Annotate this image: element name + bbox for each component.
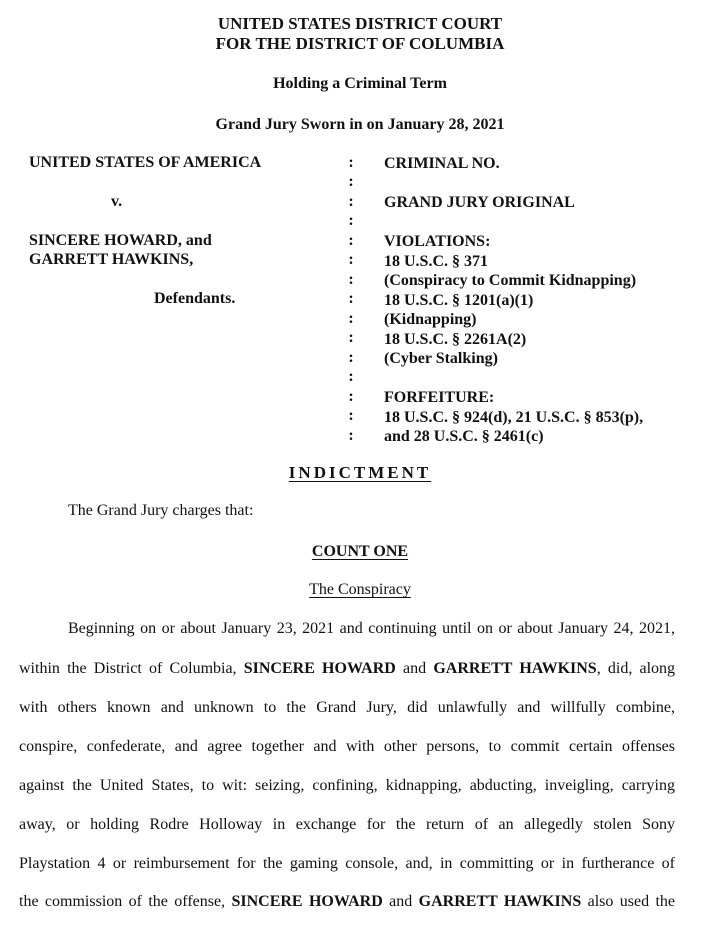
- violations-block: [384, 232, 636, 369]
- versus-label: v.: [111, 193, 123, 210]
- count-subheading: The Conspiracy: [309, 581, 411, 598]
- caption-colon: :: [348, 154, 354, 171]
- body-line-4: conspire, confederate, and agree together and with other persons, to commit certain offenses: [19, 738, 675, 755]
- forfeiture-block: [384, 388, 643, 447]
- caption-colon: :: [348, 232, 354, 249]
- defendant-name: GARRETT HAWKINS: [418, 893, 582, 910]
- caption-colon: :: [348, 212, 354, 229]
- violation-item: (Kidnapping): [384, 311, 477, 328]
- violation-item: (Cyber Stalking): [384, 350, 498, 367]
- body-line-1: Beginning on or about January 23, 2021 and continuing until on or about January 24, 2021,: [68, 620, 675, 637]
- defendant-name: GARRETT HAWKINS: [433, 660, 597, 677]
- body-text: and: [389, 893, 413, 910]
- caption-colon: :: [348, 290, 354, 307]
- grand-jury-sworn: Grand Jury Sworn in on January 28, 2021: [215, 116, 505, 133]
- plaintiff-name: UNITED STATES OF AMERICA: [29, 154, 262, 171]
- case-caption: [0, 150, 720, 448]
- court-line-1: UNITED STATES DISTRICT COURT: [217, 14, 503, 33]
- count-one-heading: COUNT ONE: [311, 543, 409, 560]
- body-line-5: against the United States, to wit: seizing, confining, kidnapping, abducting, inveigling, carrying: [19, 777, 675, 794]
- defendants-label: Defendants.: [154, 290, 236, 307]
- body-text: and: [403, 660, 427, 677]
- defendant-line-1: SINCERE HOWARD, and: [29, 232, 212, 249]
- defendant-name: SINCERE HOWARD: [231, 893, 383, 910]
- body-text: the commission of the offense,: [19, 893, 226, 910]
- caption-colon: :: [348, 349, 354, 366]
- caption-colon: :: [348, 368, 354, 385]
- body-line-8: [19, 893, 675, 911]
- indictment-heading: INDICTMENT: [288, 463, 432, 482]
- caption-colon: :: [348, 407, 354, 424]
- violation-item: 18 U.S.C. § 2261A(2): [384, 330, 527, 348]
- forfeiture-item: 18 U.S.C. § 924(d), 21 U.S.C. § 853(p),: [384, 408, 644, 426]
- caption-colon: :: [348, 427, 354, 444]
- violation-item: 18 U.S.C. § 371: [384, 252, 489, 270]
- violations-label: VIOLATIONS:: [384, 233, 491, 250]
- grand-jury-charges: The Grand Jury charges that:: [68, 502, 254, 519]
- body-text: , did, along: [596, 660, 676, 677]
- criminal-number-label: CRIMINAL NO.: [384, 155, 500, 172]
- caption-colon: :: [348, 173, 354, 190]
- caption-colon: :: [348, 271, 354, 288]
- defendant-line-2: GARRETT HAWKINS,: [29, 251, 194, 268]
- body-line-2: [19, 660, 675, 678]
- body-line-6: away, or holding Rodre Holloway in exchange for the return of an allegedly stolen Sony: [19, 816, 675, 833]
- grand-jury-original: GRAND JURY ORIGINAL: [384, 194, 575, 211]
- body-line-7: Playstation 4 or reimbursement for the gaming console, and, in committing or in furtherance of: [19, 855, 675, 872]
- forfeiture-label: FORFEITURE:: [384, 389, 495, 406]
- defendant-name: SINCERE HOWARD: [243, 660, 396, 677]
- body-text: within the District of Columbia,: [19, 660, 237, 677]
- violation-item: 18 U.S.C. § 1201(a)(1): [384, 291, 534, 309]
- body-text: also used the: [587, 893, 676, 910]
- court-line-2: FOR THE DISTRICT OF COLUMBIA: [215, 34, 505, 53]
- violation-item: (Conspiracy to Commit Kidnapping): [384, 272, 637, 289]
- forfeiture-item: and 28 U.S.C. § 2461(c): [384, 428, 544, 445]
- body-line-3: with others known and unknown to the Grand Jury, did unlawfully and willfully combine,: [19, 699, 675, 716]
- holding-term: Holding a Criminal Term: [273, 75, 447, 92]
- caption-colon: :: [348, 310, 354, 327]
- caption-colon: :: [348, 251, 354, 268]
- caption-colon: :: [348, 388, 354, 405]
- caption-colon: :: [348, 329, 354, 346]
- caption-colon: :: [348, 193, 354, 210]
- court-name: [0, 14, 720, 54]
